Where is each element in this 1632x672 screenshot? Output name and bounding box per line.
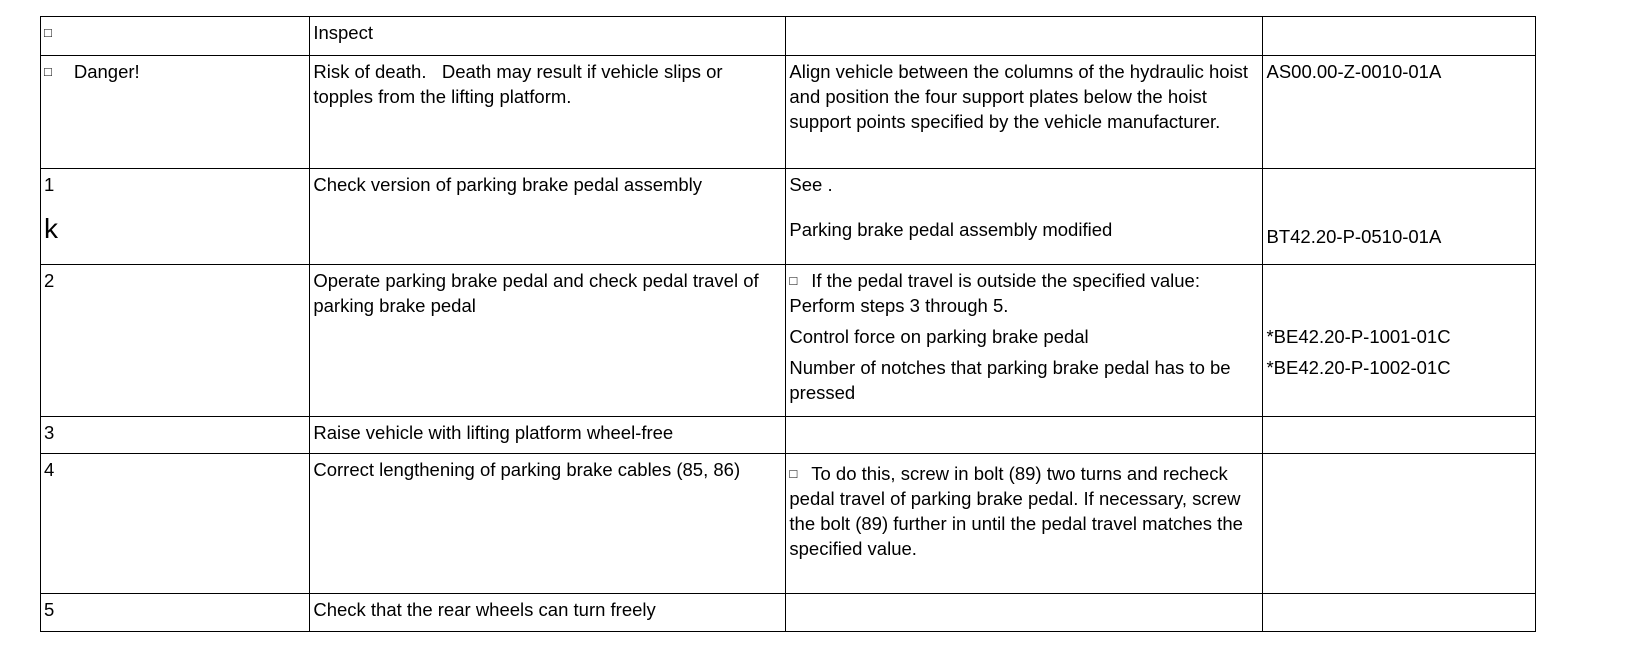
- reference-link[interactable]: *BE42.20-P-1001-01C: [1266, 326, 1451, 347]
- step-cell: 4: [41, 454, 310, 594]
- details-cell: [786, 265, 1263, 417]
- step-cell: 2: [41, 265, 310, 417]
- note-body: If the pedal travel is outside the specified value: Perform steps 3 through 5.: [789, 270, 1200, 316]
- table-row: [41, 169, 1536, 265]
- details-cell: [786, 594, 1263, 632]
- step-cell: [41, 169, 310, 265]
- checkbox-glyph: □: [44, 25, 52, 40]
- note-text: [789, 268, 1256, 318]
- reference-cell: [1263, 417, 1536, 454]
- step-number: 1: [44, 174, 55, 195]
- reference-cell: [1263, 169, 1536, 265]
- reference-link[interactable]: *BE42.20-P-1002-01C: [1266, 357, 1451, 378]
- step-cell: 3: [41, 417, 310, 454]
- warning-box-icon: □: [44, 64, 52, 79]
- details-cell: Align vehicle between the columns of the hydraulic hoist and position the four support plates below the hoist support points specified by the vehicle manufacturer.: [786, 56, 1263, 169]
- note-box-icon: □: [789, 273, 798, 288]
- table-row: [41, 56, 1536, 169]
- details-text: Number of notches that parking brake pedal has to be pressed: [789, 357, 1231, 403]
- action-cell: Correct lengthening of parking brake cables (85, 86): [310, 454, 786, 594]
- details-cell: [786, 17, 1263, 56]
- table-row: [41, 417, 1536, 454]
- danger-label: Danger!: [73, 61, 140, 82]
- details-text: Control force on parking brake pedal: [789, 326, 1089, 347]
- action-cell: Check version of parking brake pedal assembly: [310, 169, 786, 265]
- table-row: [41, 17, 1536, 56]
- step-cell: 5: [41, 594, 310, 632]
- step-marker: k: [44, 213, 58, 244]
- reference-link[interactable]: BT42.20-P-0510-01A: [1266, 226, 1442, 247]
- action-text: Risk of death. Death may result if vehicle slips or topples from the lifting platform.: [313, 61, 728, 107]
- details-cell: [786, 417, 1263, 454]
- action-cell: [310, 56, 786, 169]
- note-box-icon: □: [789, 466, 798, 481]
- reference-cell: [1263, 454, 1536, 594]
- reference-cell: [1263, 265, 1536, 417]
- details-cell: [786, 169, 1263, 265]
- step-cell: [41, 56, 310, 169]
- see-text: See .: [789, 174, 833, 195]
- reference-cell: AS00.00-Z-0010-01A: [1263, 56, 1536, 169]
- action-cell: Inspect: [310, 17, 786, 56]
- details-text: Parking brake pedal assembly modified: [789, 219, 1113, 240]
- action-cell: Operate parking brake pedal and check pedal travel of parking brake pedal: [310, 265, 786, 417]
- step-cell: [41, 17, 310, 56]
- table-row: [41, 454, 1536, 594]
- action-cell: Check that the rear wheels can turn freely: [310, 594, 786, 632]
- details-cell: [786, 454, 1263, 594]
- reference-cell: [1263, 594, 1536, 632]
- action-cell: Raise vehicle with lifting platform wheel-free: [310, 417, 786, 454]
- procedure-table: [40, 16, 1536, 632]
- note-text: [789, 461, 1256, 561]
- reference-cell: [1263, 17, 1536, 56]
- table-row: [41, 265, 1536, 417]
- note-body: To do this, screw in bolt (89) two turns and recheck pedal travel of parking brake pedal. If necessary, screw the bolt (89) further in until the pedal travel matches the specified value.: [789, 463, 1243, 559]
- table-row: [41, 594, 1536, 632]
